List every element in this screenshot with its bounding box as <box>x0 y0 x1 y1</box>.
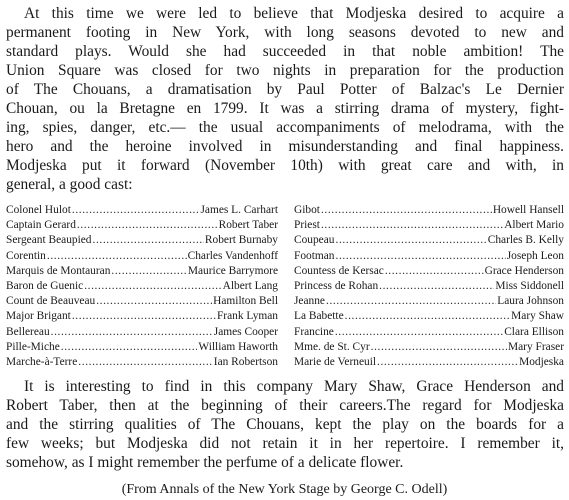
text-line: permanent footing in New York, with long seasons devoted to new and <box>6 24 564 41</box>
cast-row <box>294 340 564 355</box>
role-name: Francine <box>294 325 334 338</box>
role-name: Mme. de St. Cyr <box>294 340 370 353</box>
cast-row <box>294 233 564 248</box>
text-line: It is interesting to find in this company Mary Shaw, Grace Henderson and <box>24 378 564 395</box>
role-name: Colonel Hulot <box>6 204 71 216</box>
actor-name: Ian Robertson <box>213 356 278 369</box>
role-name: Marche-à-Terre <box>6 356 78 369</box>
text-line: ing, spies, danger, etc.— the usual accompaniments of melodrama, with the <box>6 119 564 136</box>
dot-leader <box>61 340 198 355</box>
cast-row <box>6 264 278 279</box>
text-line: general, a good cast: <box>6 176 133 193</box>
intro-paragraph <box>6 4 564 194</box>
text-line: and the stirring qualities of The Chouans, kept the play on the boards for a <box>6 416 564 433</box>
dot-leader <box>326 294 496 309</box>
text-line: Robert Taber, then at the beginning of their careers.The regard for Modjeska <box>6 397 564 414</box>
text-line: somehow, as I might remember the perfume of a delicate flower. <box>6 454 404 471</box>
actor-name: Robert Taber <box>218 219 278 232</box>
cast-row <box>6 355 278 370</box>
cast-row <box>294 264 564 279</box>
cast-list-right <box>294 203 564 369</box>
role-name: La Babette <box>294 310 344 323</box>
dot-leader <box>321 218 503 233</box>
dot-leader <box>47 249 187 264</box>
role-name: Pille-Miche <box>6 340 60 353</box>
dot-leader <box>371 340 507 355</box>
text-line: Chouan, ou la Bretagne en 1799. It was a stirring drama of mystery, fight- <box>6 100 564 117</box>
role-name: Jeanne <box>294 295 325 308</box>
cast-row <box>294 294 564 309</box>
cast-row <box>294 279 564 294</box>
actor-name: Frank Lyman <box>216 310 278 323</box>
dot-leader <box>111 264 186 279</box>
text-line: Modjeska put it forward (November 10th) with great care and with, in <box>6 157 564 174</box>
actor-name: Modjeska <box>519 356 564 369</box>
actor-name: Miss Siddonell <box>495 280 564 293</box>
actor-name: Joseph Leon <box>506 249 564 262</box>
cast-row <box>294 309 564 324</box>
actor-name: Mary Shaw <box>511 310 564 323</box>
cast-row <box>6 294 278 309</box>
role-name: Countess de Kersac <box>294 264 384 277</box>
actor-name: Robert Burnaby <box>204 234 278 247</box>
source-credit: (From Annals of the New York Stage by George C. Odell) <box>121 482 448 497</box>
actor-name: William Haworth <box>198 340 278 353</box>
text-line: Union Square was closed for two nights in preparation for the production <box>6 62 564 79</box>
cast-row <box>294 249 564 264</box>
cast-row <box>6 309 278 324</box>
cast-row <box>294 325 564 340</box>
text-line: of The Chouans, a dramatisation by Paul Potter of Balzac's Le Dernier <box>6 81 564 98</box>
dot-leader <box>77 218 218 233</box>
cast-row <box>6 340 278 355</box>
role-name: Priest <box>294 219 320 232</box>
actor-name: Maurice Barrymore <box>187 264 278 277</box>
dot-leader <box>377 355 518 370</box>
role-name: Footman <box>294 249 335 262</box>
cast-row <box>6 203 278 218</box>
cast-list-left <box>6 203 278 369</box>
role-name: Coupeau <box>294 234 335 247</box>
actor-name: Albert Lang <box>222 280 278 293</box>
cast-row <box>294 203 564 218</box>
role-name: Major Brigant <box>6 310 71 323</box>
role-name: Corentin <box>6 249 46 262</box>
text-line: standard plays. Would she had succeeded in that noble ambition! The <box>6 43 564 60</box>
cast-row <box>6 218 278 233</box>
cast-row <box>6 279 278 294</box>
role-name: Marquis de Montauran <box>6 264 111 277</box>
dot-leader <box>336 233 487 248</box>
cast-row <box>6 249 278 264</box>
role-name: Captain Gerard <box>6 219 76 232</box>
actor-name: James Cooper <box>213 325 278 338</box>
actor-name: Clara Ellison <box>504 325 564 338</box>
role-name: Princess de Rohan <box>294 280 379 293</box>
text-line: hero and the heroine involved in misunderstanding and final happiness. <box>6 138 564 155</box>
dot-leader <box>93 233 204 248</box>
dot-leader <box>78 355 212 370</box>
cast-row <box>6 325 278 340</box>
text-line: few weeks; but Modjeska did not retain it in her repertoire. I remember it, <box>6 435 564 452</box>
role-name: Bellereau <box>6 325 50 338</box>
dot-leader <box>72 309 216 324</box>
cast-row <box>294 355 564 370</box>
role-name: Baron de Guenic <box>6 280 84 293</box>
dot-leader <box>51 325 213 340</box>
actor-name: Laura Johnson <box>497 295 564 308</box>
role-name: Count de Beauveau <box>6 295 96 308</box>
text-line: At this time we were led to believe that Modjeska desired to acquire a <box>24 5 564 22</box>
dot-leader <box>321 203 492 218</box>
role-name: Gibot <box>294 204 320 216</box>
dot-leader <box>379 279 494 294</box>
actor-name: Howell Hansell <box>492 204 564 216</box>
closing-paragraph <box>6 377 564 472</box>
actor-name: James L. Carhart <box>200 204 278 216</box>
dot-leader <box>345 309 511 324</box>
dot-leader <box>72 203 200 218</box>
role-name: Sergeant Beaupied <box>6 234 92 247</box>
actor-name: Albert Mario <box>504 219 564 232</box>
cast-row <box>294 218 564 233</box>
actor-name: Mary Fraser <box>508 340 564 353</box>
cast-row <box>6 233 278 248</box>
actor-name: Hamilton Bell <box>213 295 278 308</box>
dot-leader <box>335 325 503 340</box>
role-name: Marie de Verneuil <box>294 356 377 369</box>
dot-leader <box>84 279 221 294</box>
dot-leader <box>96 294 212 309</box>
actor-name: Grace Henderson <box>484 264 564 277</box>
dot-leader <box>336 249 506 264</box>
dot-leader <box>385 264 484 279</box>
actor-name: Charles Vandenhoff <box>187 249 278 262</box>
actor-name: Charles B. Kelly <box>487 234 564 247</box>
